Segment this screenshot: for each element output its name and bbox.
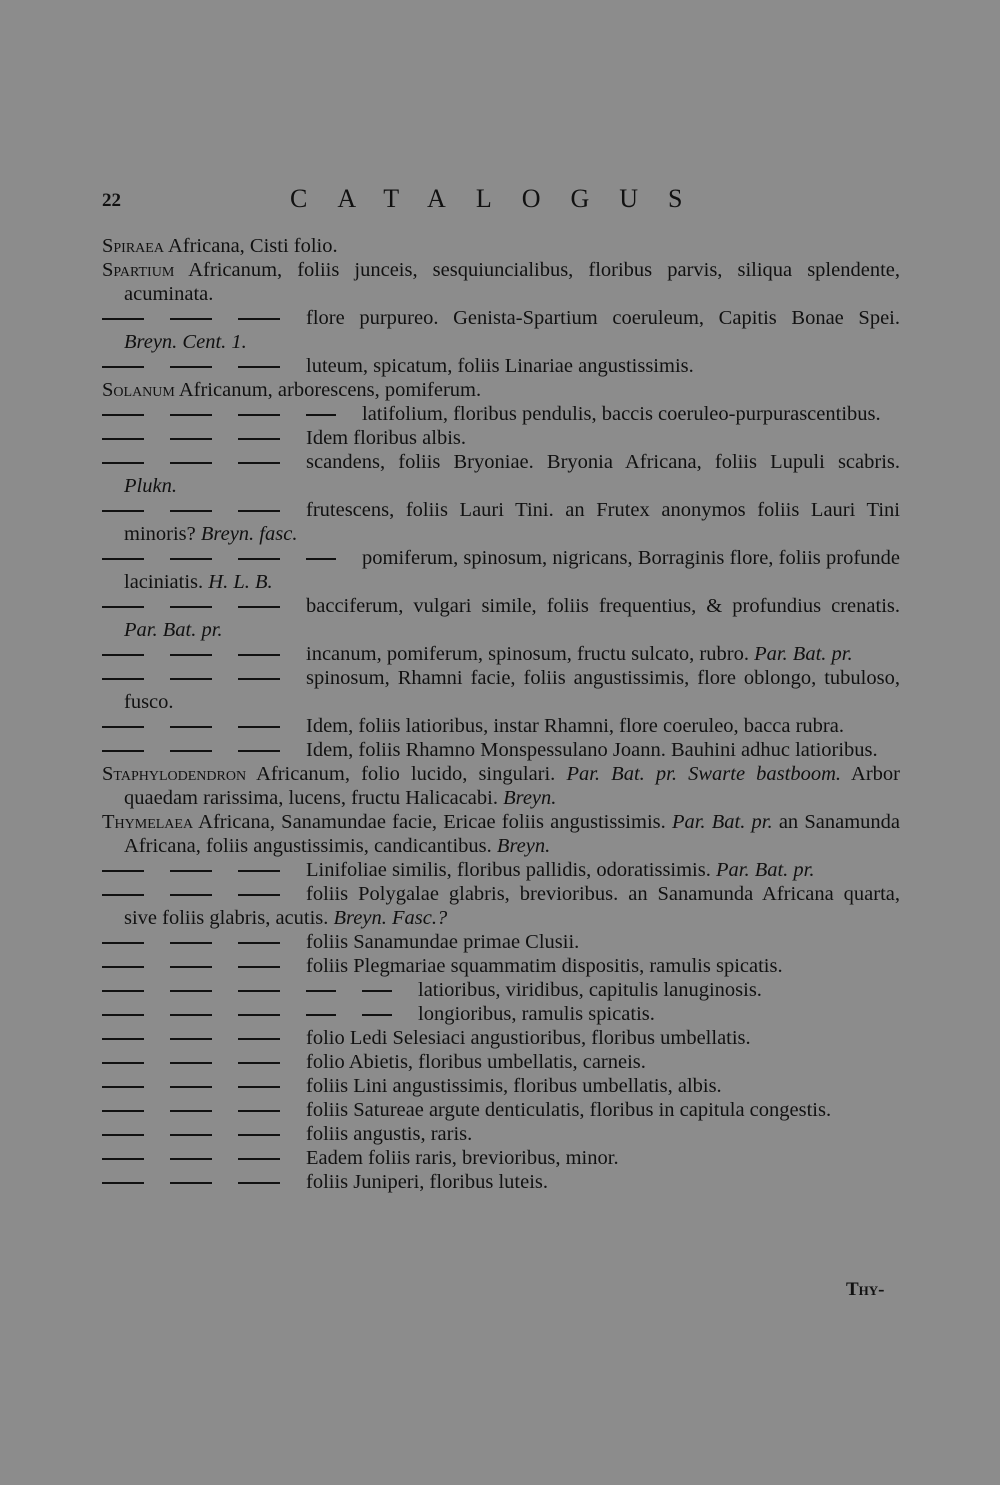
ditto-dash bbox=[102, 894, 144, 896]
genus-name: Spartium bbox=[102, 259, 175, 281]
catalogue-entry bbox=[102, 450, 900, 498]
ditto-dash bbox=[102, 942, 144, 944]
catalogue-entry bbox=[102, 1050, 900, 1074]
ditto-dash bbox=[102, 606, 144, 608]
entry-text: foliis angustis, raris. bbox=[306, 1123, 473, 1145]
ditto-dash bbox=[170, 1086, 212, 1088]
ditto-dash bbox=[238, 1086, 280, 1088]
catalogue-entry bbox=[102, 666, 900, 714]
catalogue-text bbox=[102, 234, 900, 1194]
entry-text: longioribus, ramulis spicatis. bbox=[418, 1003, 655, 1025]
entry-text: foliis Polygalae glabris, brevioribus. an Sanamunda Africana quarta, sive foliis glabris, acutis. bbox=[124, 883, 900, 929]
entry-text: an Sanamunda Africana, foliis angustissimis, candicantibus. bbox=[124, 811, 901, 857]
entry-text: frutescens, foliis Lauri Tini. an Frutex anonymos foliis Lauri Tini minoris? bbox=[124, 499, 900, 545]
ditto-dash bbox=[170, 966, 212, 968]
page-number: 22 bbox=[102, 190, 121, 211]
ditto-dash bbox=[238, 1062, 280, 1064]
catalogue-entry bbox=[102, 234, 900, 258]
catalogue-entry bbox=[102, 546, 900, 594]
ditto-dash bbox=[170, 894, 212, 896]
catalogue-entry bbox=[102, 762, 900, 810]
catalogue-entry bbox=[102, 1122, 900, 1146]
entry-text: scandens, foliis Bryoniae. Bryonia Africana, foliis Lupuli scabris. bbox=[306, 451, 900, 473]
ditto-dash bbox=[238, 870, 280, 872]
ditto-dash bbox=[102, 1134, 144, 1136]
ditto-dash bbox=[170, 990, 212, 992]
genus-name: Spiraea bbox=[102, 235, 164, 257]
ditto-dash bbox=[170, 678, 212, 680]
catalogue-entry bbox=[102, 1146, 900, 1170]
ditto-dash bbox=[102, 990, 144, 992]
catalogue-entry bbox=[102, 882, 900, 930]
ditto-dash bbox=[102, 438, 144, 440]
ditto-dash bbox=[102, 510, 144, 512]
genus-name: Thymelaea bbox=[102, 811, 194, 833]
running-head: CATALOGUS bbox=[290, 184, 713, 213]
catalogue-entry bbox=[102, 1098, 900, 1122]
ditto-dash bbox=[102, 870, 144, 872]
ditto-dash bbox=[238, 654, 280, 656]
ditto-dash bbox=[238, 1038, 280, 1040]
entry-text: Idem floribus albis. bbox=[306, 427, 466, 449]
ditto-dash bbox=[102, 1014, 144, 1016]
entry-text: Eadem foliis raris, brevioribus, minor. bbox=[306, 1147, 619, 1169]
ditto-dash bbox=[306, 414, 336, 416]
genus-name: Solanum bbox=[102, 379, 175, 401]
ditto-dash bbox=[238, 606, 280, 608]
ditto-dash bbox=[102, 966, 144, 968]
entry-text: Idem, foliis latioribus, instar Rhamni, flore coeruleo, bacca rubra. bbox=[306, 715, 844, 737]
ditto-dash bbox=[170, 1038, 212, 1040]
catalogue-entry bbox=[102, 954, 900, 978]
entry-text: Africanum, folio lucido, singulari. bbox=[256, 763, 556, 785]
entry-text: foliis Juniperi, floribus luteis. bbox=[306, 1171, 548, 1193]
entry-text: spinosum, Rhamni facie, foliis angustissimis, flore oblongo, tubuloso, fusco. bbox=[124, 667, 900, 713]
ditto-dash bbox=[170, 366, 212, 368]
ditto-dash bbox=[362, 990, 392, 992]
catalogue-entry bbox=[102, 714, 900, 738]
catalogue-entry bbox=[102, 642, 900, 666]
ditto-dash bbox=[238, 438, 280, 440]
ditto-dash bbox=[238, 318, 280, 320]
ditto-dash bbox=[238, 366, 280, 368]
entry-reference: Par. Bat. pr. Swarte bastboom. bbox=[566, 763, 842, 785]
ditto-dash bbox=[102, 366, 144, 368]
entry-text: latioribus, viridibus, capitulis lanuginosis. bbox=[418, 979, 762, 1001]
entry-text: Africana, Sanamundae facie, Ericae foliis angustissimis. bbox=[198, 811, 666, 833]
ditto-dash bbox=[238, 510, 280, 512]
catalogue-entry bbox=[102, 1074, 900, 1098]
entry-text: Africanum, foliis junceis, sesquiuncialibus, floribus parvis, siliqua splendente, acuminata. bbox=[124, 259, 900, 305]
catalogue-entry bbox=[102, 498, 900, 546]
ditto-dash bbox=[170, 1182, 212, 1184]
ditto-dash bbox=[170, 462, 212, 464]
entry-text: Africanum, arborescens, pomiferum. bbox=[178, 379, 482, 401]
entry-reference: Par. Bat. pr. bbox=[671, 811, 773, 833]
ditto-dash bbox=[102, 1158, 144, 1160]
ditto-dash bbox=[102, 414, 144, 416]
ditto-dash bbox=[170, 942, 212, 944]
entry-reference: Par. Bat. pr. bbox=[124, 619, 223, 641]
entry-text: foliis Lini angustissimis, floribus umbellatis, albis. bbox=[306, 1075, 722, 1097]
ditto-dash bbox=[102, 1110, 144, 1112]
entry-text: Linifoliae similis, floribus pallidis, odoratissimis. bbox=[306, 859, 711, 881]
ditto-dash bbox=[170, 726, 212, 728]
ditto-dash bbox=[102, 1038, 144, 1040]
ditto-dash bbox=[238, 726, 280, 728]
ditto-dash bbox=[170, 750, 212, 752]
entry-text: folio Abietis, floribus umbellatis, carneis. bbox=[306, 1051, 646, 1073]
catchword: Thy- bbox=[846, 1279, 885, 1300]
ditto-dash bbox=[238, 678, 280, 680]
ditto-dash bbox=[102, 318, 144, 320]
entry-text: bacciferum, vulgari simile, foliis frequentius, & profundius crenatis. bbox=[306, 595, 900, 617]
catalogue-entry bbox=[102, 258, 900, 306]
entry-reference: H. L. B. bbox=[208, 571, 273, 593]
catalogue-entry bbox=[102, 306, 900, 354]
ditto-dash bbox=[238, 1110, 280, 1112]
ditto-dash bbox=[102, 678, 144, 680]
entry-reference: Plukn. bbox=[124, 475, 177, 497]
entry-reference: Par. Bat. pr. bbox=[715, 859, 815, 881]
ditto-dash bbox=[170, 870, 212, 872]
catalogue-entry bbox=[102, 810, 900, 858]
catalogue-entry bbox=[102, 594, 900, 642]
ditto-dash bbox=[238, 966, 280, 968]
ditto-dash bbox=[170, 438, 212, 440]
ditto-dash bbox=[306, 990, 336, 992]
ditto-dash bbox=[102, 558, 144, 560]
ditto-dash bbox=[238, 990, 280, 992]
ditto-dash bbox=[238, 942, 280, 944]
ditto-dash bbox=[238, 414, 280, 416]
ditto-dash bbox=[238, 1134, 280, 1136]
entry-text: Arbor quaedam rarissima, lucens, fructu Halicacabi. bbox=[124, 763, 901, 809]
catalogue-entry bbox=[102, 1170, 900, 1194]
ditto-dash bbox=[238, 894, 280, 896]
entry-reference: Breyn. fasc. bbox=[200, 523, 298, 545]
ditto-dash bbox=[238, 1182, 280, 1184]
entry-text: foliis Satureae argute denticulatis, floribus in capitula congestis. bbox=[306, 1099, 832, 1121]
ditto-dash bbox=[306, 558, 336, 560]
ditto-dash bbox=[102, 654, 144, 656]
ditto-dash bbox=[170, 1014, 212, 1016]
entry-text: latifolium, floribus pendulis, baccis coeruleo-purpurascentibus. bbox=[362, 403, 881, 425]
catalogue-entry bbox=[102, 1002, 900, 1026]
entry-reference: Breyn. Fasc.? bbox=[333, 907, 448, 929]
entry-text: flore purpureo. Genista-Spartium coeruleum, Capitis Bonae Spei. bbox=[306, 307, 900, 329]
ditto-dash bbox=[170, 1134, 212, 1136]
ditto-dash bbox=[170, 1062, 212, 1064]
ditto-dash bbox=[238, 1014, 280, 1016]
catalogue-entry bbox=[102, 354, 900, 378]
entry-text: foliis Plegmariae squammatim dispositis, ramulis spicatis. bbox=[306, 955, 783, 977]
ditto-dash bbox=[238, 1158, 280, 1160]
ditto-dash bbox=[102, 1182, 144, 1184]
ditto-dash bbox=[102, 1086, 144, 1088]
ditto-dash bbox=[170, 606, 212, 608]
entry-text: Idem, foliis Rhamno Monspessulano Joann. Bauhini adhuc latioribus. bbox=[306, 739, 878, 761]
catalogue-entry bbox=[102, 858, 900, 882]
catalogue-entry bbox=[102, 378, 900, 402]
entry-reference: Breyn. Cent. 1. bbox=[124, 331, 247, 353]
ditto-dash bbox=[170, 654, 212, 656]
ditto-dash bbox=[170, 510, 212, 512]
entry-reference: Breyn. bbox=[496, 835, 551, 857]
ditto-dash bbox=[238, 558, 280, 560]
catalogue-entry bbox=[102, 930, 900, 954]
ditto-dash bbox=[102, 1062, 144, 1064]
ditto-dash bbox=[362, 1014, 392, 1016]
entry-reference: Par. Bat. pr. bbox=[754, 643, 853, 665]
entry-text: luteum, spicatum, foliis Linariae angustissimis. bbox=[306, 355, 694, 377]
entry-text: foliis Sanamundae primae Clusii. bbox=[306, 931, 580, 953]
entry-text: folio Ledi Selesiaci angustioribus, floribus umbellatis. bbox=[306, 1027, 751, 1049]
ditto-dash bbox=[306, 1014, 336, 1016]
ditto-dash bbox=[238, 462, 280, 464]
genus-name: Staphylodendron bbox=[102, 763, 247, 785]
ditto-dash bbox=[170, 558, 212, 560]
catalogue-entry bbox=[102, 402, 900, 426]
catalogue-entry bbox=[102, 1026, 900, 1050]
ditto-dash bbox=[102, 750, 144, 752]
ditto-dash bbox=[170, 1158, 212, 1160]
ditto-dash bbox=[170, 414, 212, 416]
ditto-dash bbox=[102, 462, 144, 464]
entry-text: Africana, Cisti folio. bbox=[167, 235, 338, 257]
ditto-dash bbox=[238, 750, 280, 752]
ditto-dash bbox=[170, 318, 212, 320]
entry-text: pomiferum, spinosum, nigricans, Borraginis flore, foliis profunde laciniatis. bbox=[124, 547, 900, 593]
catalogue-entry bbox=[102, 978, 900, 1002]
catalogue-entry bbox=[102, 426, 900, 450]
ditto-dash bbox=[102, 726, 144, 728]
entry-reference: Breyn. bbox=[503, 787, 557, 809]
entry-text: incanum, pomiferum, spinosum, fructu sulcato, rubro. bbox=[306, 643, 749, 665]
catalogue-entry bbox=[102, 738, 900, 762]
ditto-dash bbox=[170, 1110, 212, 1112]
